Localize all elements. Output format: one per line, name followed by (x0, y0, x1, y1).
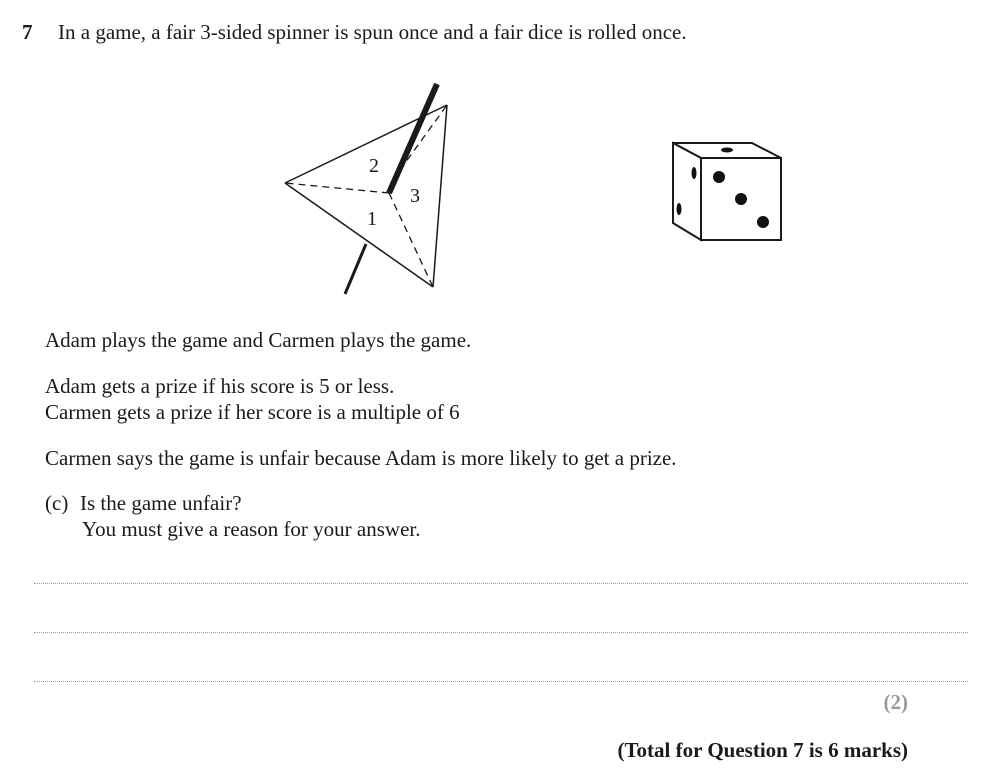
marks-badge: (2) (883, 690, 908, 714)
part-question: Is the game unfair? (80, 491, 242, 515)
spinner-label-2: 2 (369, 155, 379, 177)
spinner-label-1: 1 (367, 208, 377, 230)
question-intro: In a game, a fair 3-sided spinner is spun once and a fair dice is rolled once. (58, 20, 687, 44)
answer-line-1[interactable] (34, 583, 968, 584)
answer-line-3[interactable] (34, 681, 968, 682)
part-label: (c) (45, 491, 69, 515)
dice-diagram (0, 0, 1003, 320)
total-marks: (Total for Question 7 is 6 marks) (617, 738, 908, 762)
answer-line-2[interactable] (34, 632, 968, 633)
question-number: 7 (22, 20, 33, 44)
paragraph-players: Adam plays the game and Carmen plays the game. (45, 328, 472, 352)
spinner-label-3: 3 (410, 185, 420, 207)
part-instruction: You must give a reason for your answer. (82, 517, 421, 541)
paragraph-adam-rule: Adam gets a prize if his score is 5 or less. (45, 374, 395, 398)
paragraph-carmen-claim: Carmen says the game is unfair because Adam is more likely to get a prize. (45, 446, 677, 470)
paragraph-carmen-rule: Carmen gets a prize if her score is a multiple of 6 (45, 400, 460, 424)
